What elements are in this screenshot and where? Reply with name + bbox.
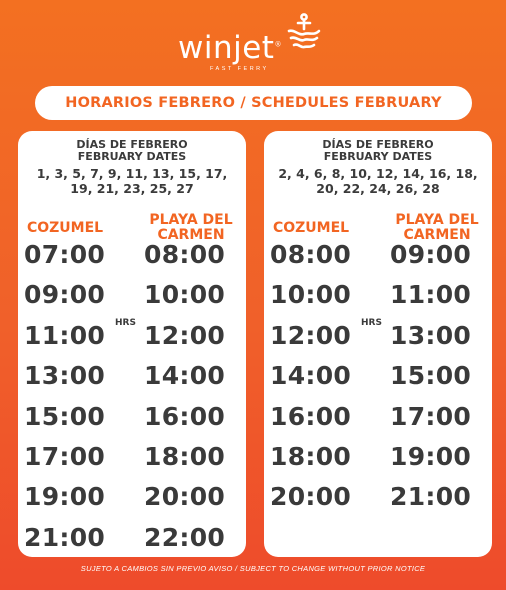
dates-line: 1, 3, 5, 7, 9, 11, 13, 15, 17, [36, 166, 228, 181]
playa-time: 21:00 [390, 482, 472, 512]
playa-time: 15:00 [390, 361, 472, 391]
schedule-row [18, 401, 246, 441]
origin-column-header: COZUMEL [272, 220, 350, 236]
dates-line: 20, 22, 24, 26, 28 [316, 181, 440, 196]
title-banner [35, 86, 472, 120]
brand-tagline: FAST FERRY [210, 66, 269, 72]
destination-line: CARMEN [403, 227, 471, 243]
cozumel-time: 11:00 [24, 320, 106, 350]
schedule-panel-even-dates [264, 131, 492, 557]
schedule-panel-odd-dates [18, 131, 246, 557]
schedule-row [18, 481, 246, 521]
schedule-row [18, 317, 246, 360]
playa-time: 08:00 [144, 240, 226, 269]
dates-label-en: FEBRUARY DATES [77, 150, 187, 163]
dates-label-en: FEBRUARY DATES [323, 150, 433, 163]
cozumel-time: 07:00 [24, 240, 106, 269]
schedule-row [264, 239, 492, 279]
anchor-waves-icon [282, 12, 326, 56]
schedule-row [264, 401, 492, 441]
brand-logo [0, 12, 506, 74]
cozumel-time: 19:00 [24, 482, 106, 512]
playa-time: 14:00 [144, 361, 226, 391]
destination-line: PLAYA DEL [149, 212, 233, 228]
registered-mark: ® [274, 40, 282, 49]
playa-time: 22:00 [144, 522, 226, 552]
cozumel-time: 13:00 [24, 361, 106, 391]
schedule-row [18, 360, 246, 400]
dates-list [264, 166, 492, 196]
playa-time: 16:00 [144, 401, 226, 431]
cozumel-time: 20:00 [270, 482, 352, 512]
schedule-row [264, 441, 492, 481]
schedule-row [18, 522, 246, 557]
brand-name: winjet® [178, 30, 282, 66]
dates-heading [264, 139, 492, 163]
cozumel-time: 17:00 [24, 441, 106, 471]
cozumel-time: 10:00 [270, 280, 352, 310]
schedule-row [264, 317, 492, 360]
cozumel-time: 14:00 [270, 361, 352, 391]
schedule-row [264, 360, 492, 400]
schedule-row [18, 279, 246, 319]
dates-line: 2, 4, 6, 8, 10, 12, 14, 16, 18, [278, 166, 478, 181]
cozumel-time: 18:00 [270, 441, 352, 471]
playa-time: 20:00 [144, 482, 226, 512]
playa-time: 18:00 [144, 441, 226, 471]
dates-label-es: DÍAS DE FEBRERO [76, 138, 188, 151]
schedule-row [264, 481, 492, 521]
dates-list [18, 166, 246, 196]
cozumel-time: 15:00 [24, 401, 106, 431]
playa-time: 13:00 [390, 320, 472, 350]
playa-time: 12:00 [144, 320, 226, 350]
schedule-row [18, 441, 246, 481]
schedule-row [264, 279, 492, 319]
cozumel-time: 21:00 [24, 522, 106, 552]
page-title: HORARIOS FEBRERO / SCHEDULES FEBRUARY [65, 95, 442, 111]
origin-column-header: COZUMEL [26, 220, 104, 236]
disclaimer-footer: SUJETO A CAMBIOS SIN PREVIO AVISO / SUBJECT TO CHANGE WITHOUT PRIOR NOTICE [80, 564, 426, 573]
cozumel-time: 12:00 [270, 320, 352, 350]
dates-label-es: DÍAS DE FEBRERO [322, 138, 434, 151]
playa-time: 17:00 [390, 401, 472, 431]
hrs-label: HRS [361, 317, 382, 328]
playa-time: 11:00 [390, 280, 472, 310]
hrs-label: HRS [115, 317, 136, 328]
playa-time: 09:00 [390, 240, 472, 269]
cozumel-time: 16:00 [270, 401, 352, 431]
cozumel-time: 08:00 [270, 240, 352, 269]
destination-line: PLAYA DEL [395, 212, 479, 228]
playa-time: 10:00 [144, 280, 226, 310]
cozumel-time: 09:00 [24, 280, 106, 310]
schedule-rows [264, 239, 492, 522]
dates-heading [18, 139, 246, 163]
schedule-rows [18, 239, 246, 557]
schedule-row [18, 239, 246, 279]
destination-line: CARMEN [157, 227, 225, 243]
dates-line: 19, 21, 23, 25, 27 [70, 181, 194, 196]
playa-time: 19:00 [390, 441, 472, 471]
